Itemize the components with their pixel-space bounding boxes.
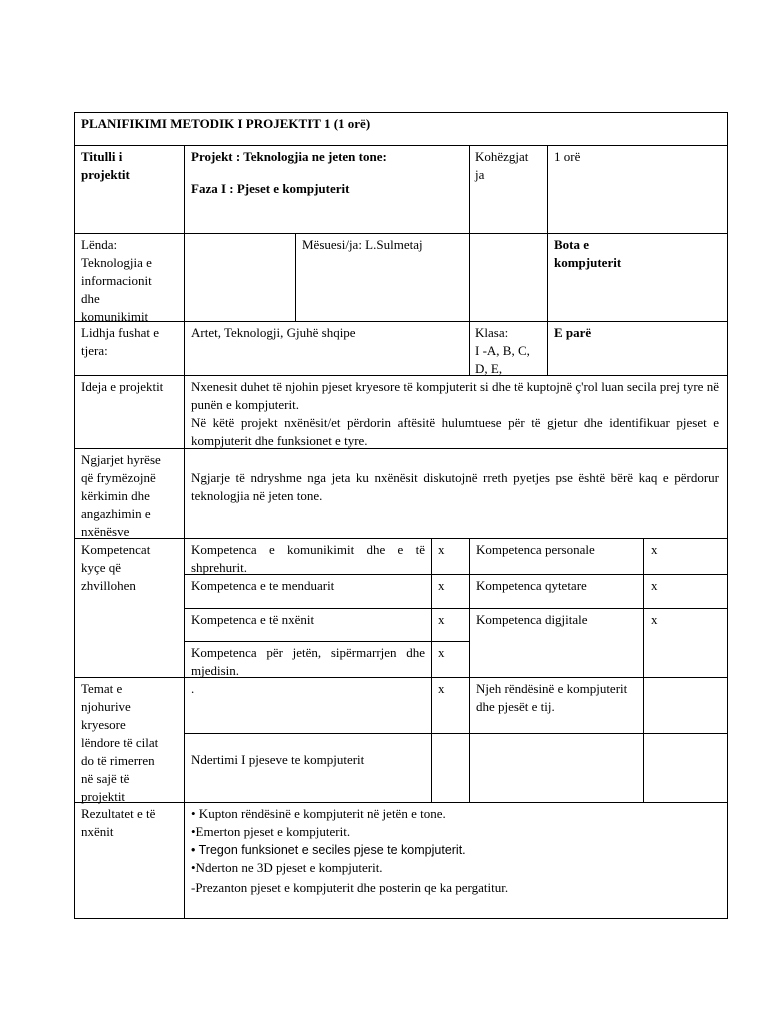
- kompetenca-left-2-mark: x: [438, 612, 445, 627]
- ngjarjet-text: Ngjarje të ndryshme nga jeta ku nxënësit diskutojnë rreth pyetjes pse është bërë kaq e përdorur teknologjia në jeten tone.: [191, 470, 719, 503]
- rezultat-item: • Tregon funksionet e seciles pjese te kompjuterit.: [191, 843, 466, 857]
- label-temat: Temat e njohurive kryesore lëndore të cilat do të rimerren në sajë të projektit: [81, 681, 159, 804]
- table-border: [469, 538, 470, 802]
- table-border: [295, 233, 296, 321]
- label-rezultatet: Rezultatet e të nxënit: [81, 806, 156, 839]
- kompetenca-right-0: Kompetenca personale: [476, 542, 595, 557]
- table-border: [74, 145, 728, 146]
- kompetenca-left-3-mark: x: [438, 645, 445, 660]
- label-lenda: Lënda: Teknologjia e informacionit dhe komunikimit: [81, 237, 152, 324]
- kompetenca-right-1: Kompetenca qytetare: [476, 578, 587, 593]
- kompetenca-right-2: Kompetenca digjitale: [476, 612, 588, 627]
- rezultat-item: -Prezanton pjeset e kompjuterit dhe posterin qe ka pergatitur.: [191, 880, 509, 895]
- kompetenca-right-2-mark: x: [651, 612, 658, 627]
- kompetenca-right-1-mark: x: [651, 578, 658, 593]
- mesuesi: Mësuesi/ja: L.Sulmetaj: [302, 237, 423, 252]
- table-border: [643, 538, 644, 802]
- table-border: [547, 145, 548, 375]
- ideja-text-1: Nxenesit duhet të njohin pjeset kryesore të kompjuterit si dhe të kuptojnë ç'rol luan secila prej tyre në punën e kompjuterit.: [191, 379, 719, 412]
- bota-e-kompjuterit: Bota e kompjuterit: [554, 237, 622, 270]
- kompetenca-right-0-mark: x: [651, 542, 658, 557]
- table-border: [469, 574, 728, 575]
- label-ngjarjet: Ngjarjet hyrëse që frymëzojnë kërkimin dhe angazhimin e nxënësve: [81, 452, 161, 539]
- table-border: [469, 608, 728, 609]
- label-lidhja: Lidhja fushat e tjera:: [81, 325, 159, 358]
- table-border: [74, 375, 728, 376]
- table-border: [74, 112, 728, 113]
- kompetenca-left-0-mark: x: [438, 542, 445, 557]
- temat-dot: .: [191, 681, 195, 696]
- kompetenca-left-2: Kompetenca e të nxënit: [191, 612, 315, 627]
- ideja-text-2: Në këtë projekt nxënësit/et përdorin aftësitë hulumtuese për të gjetur dhe identifikuar pjeset e kompjuterit dhe funksionet e tyre.: [191, 415, 719, 448]
- kompetenca-left-3: Kompetenca për jetën, sipërmarrjen dhe mjedisin.: [191, 645, 425, 678]
- table-border: [184, 145, 185, 918]
- rezultat-item: •Emerton pjeset e kompjuterit.: [191, 824, 351, 839]
- kompetenca-left-0: Kompetenca e komunikimit dhe e të shprehurit.: [191, 542, 425, 575]
- temat-mark: x: [438, 681, 445, 696]
- table-border: [74, 918, 728, 919]
- faza-name: Faza I : Pjeset e kompjuterit: [191, 181, 350, 196]
- rezultat-item: • Kupton rëndësinë e kompjuterit në jetën e tone.: [191, 806, 446, 821]
- klasa: Klasa: I -A, B, C, D, E,: [475, 325, 530, 376]
- kompetenca-left-1-mark: x: [438, 578, 445, 593]
- njeh-rendesine: Njeh rëndësinë e kompjuterit dhe pjesët e tij.: [476, 681, 628, 714]
- table-border: [431, 538, 432, 802]
- kohezgjatja-label: Kohëzgjat ja: [475, 149, 529, 182]
- e-pare: E parë: [554, 325, 592, 340]
- label-titulli: Titulli i projektit: [81, 149, 130, 182]
- table-border: [184, 733, 728, 734]
- label-kompetencat: Kompetencat kyçe që zhvillohen: [81, 542, 151, 593]
- fushat-tjera: Artet, Teknologji, Gjuhë shqipe: [191, 325, 356, 340]
- page-title: PLANIFIKIMI METODIK I PROJEKTIT 1 (1 orë): [81, 116, 371, 131]
- label-ideja: Ideja e projektit: [81, 379, 164, 394]
- kompetenca-left-1: Kompetenca e te menduarit: [191, 578, 335, 593]
- projekt-name: Projekt : Teknologjia ne jeten tone:: [191, 149, 387, 164]
- table-border: [74, 233, 728, 234]
- rezultat-item: •Nderton ne 3D pjeset e kompjuterit.: [191, 860, 383, 875]
- table-border: [184, 641, 470, 642]
- ndertimi: Ndertimi I pjeseve te kompjuterit: [191, 752, 365, 767]
- table-border: [469, 145, 470, 375]
- table-border: [184, 608, 470, 609]
- kohezgjatja-value: 1 orë: [554, 149, 581, 164]
